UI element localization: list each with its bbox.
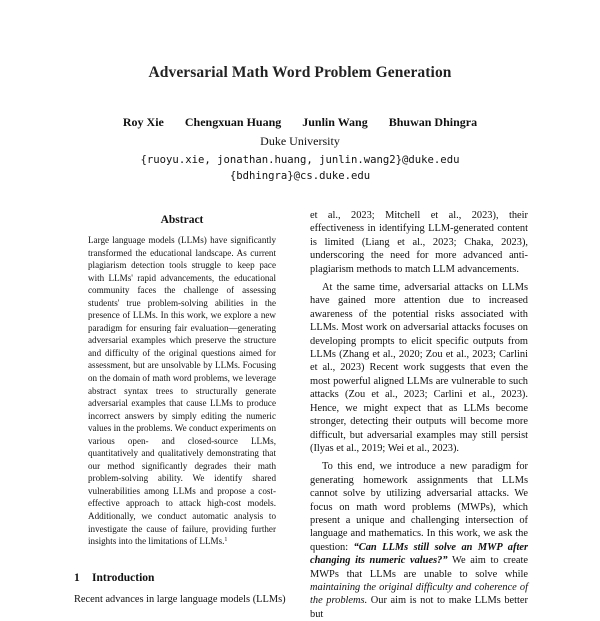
author-name: Chengxuan Huang xyxy=(184,115,282,129)
emphasis-text: maintaining the original difficulty and coherence of the problems. xyxy=(310,581,528,607)
paragraph-text: Our aim is not to make LLMs better but xyxy=(310,595,528,620)
research-question: “Can LLMs still solve an MWP after changing its numeric values?” xyxy=(310,541,528,567)
paragraph-text: We aim to create MWPs that LLMs are unable to solve while xyxy=(310,555,528,580)
abstract-text: Large language models (LLMs) have significantly transformed the educational landscape. As current plagiarism detection tools struggle to keep pace with LLMs' rapid advancements, the educational community faces the challenge of assessing students' true problem-solving abilities in the presence of LLMs. In this work, we explore a new paradigm for ensuring fair evaluation—generating adversarial examples which preserve the structure and difficulty of the original questions aimed for assessment, but are unsolvable by LLMs. Focusing on the domain of math word problems, we leverage abstract syntax trees to structurally generate adversarial examples that cause LLMs to produce incorrect answers by simply editing the numeric values in the problems. We conduct experiments on various open- and closed-source LLMs, quantitatively and qualitatively demonstrating that our method significantly degrades their math problem-solving ability. We identify shared vulnerabilities among LLMs and propose a cost-effective approach to attack high-cost models. Additionally, we conduct automatic analysis to investigate the cause of failure, providing further insights into the limitations of LLMs. xyxy=(88,235,276,547)
paragraph: At the same time, adversarial attacks on LLMs have gained more attention due to increased awareness of the potential risks associated with LLMs. Most work on adversarial attacks focuses on developing prompts to elicit specific outputs from LLMs (Zhang et al., 2020; Zou et al., 2023; Carlini et al., 2023) Recent work suggests that even the most powerful aligned LLMs are vulnerable to such attacks (Zou et al., 2023; Carlini et al., 2023). Hence, we might expect that as LLMs become stronger, detecting their outputs will become more difficult, but adversarial examples may still persist (Ilyas et al., 2019; Wei et al., 2023). xyxy=(310,282,528,454)
intro-first-line: Recent advances in large language models (LLMs) xyxy=(74,594,286,605)
section-number: 1 xyxy=(74,572,80,584)
abstract-body xyxy=(88,234,276,548)
paragraph: et al., 2023; Mitchell et al., 2023), their effectiveness in identifying LLM-generated content is limited (Liang et al., 2023; Chaka, 2023), underscoring the need for more advanced anti-plagiarism methods to match LLM advancements. xyxy=(310,210,528,275)
affiliation: Duke University xyxy=(260,134,340,148)
section-heading xyxy=(74,572,290,584)
author-name: Roy Xie xyxy=(122,115,164,129)
author-name: Junlin Wang xyxy=(302,115,368,129)
abstract-heading: Abstract xyxy=(160,214,204,226)
author-list xyxy=(0,115,600,130)
right-column xyxy=(310,209,528,621)
section-title: Introduction xyxy=(92,572,155,584)
paragraph-text: To this end, we introduce a new paradigm for generating homework assignments that LLMs cannot solve by utilizing adversarial attacks. We focus on math word problems (MWPs), which present a unique and challenging intersection of language and mathematics. In this work, we ask the question: xyxy=(310,461,528,553)
email-line: {bdhingra}@cs.duke.edu xyxy=(229,170,371,182)
footnote-marker: 1 xyxy=(224,537,228,544)
email-line: {ruoyu.xie, jonathan.huang, junlin.wang2}@duke.edu xyxy=(140,154,460,166)
paper-title: Adversarial Math Word Problem Generation xyxy=(148,64,452,81)
paragraph xyxy=(310,460,528,621)
author-name: Bhuwan Dhingra xyxy=(388,115,478,129)
